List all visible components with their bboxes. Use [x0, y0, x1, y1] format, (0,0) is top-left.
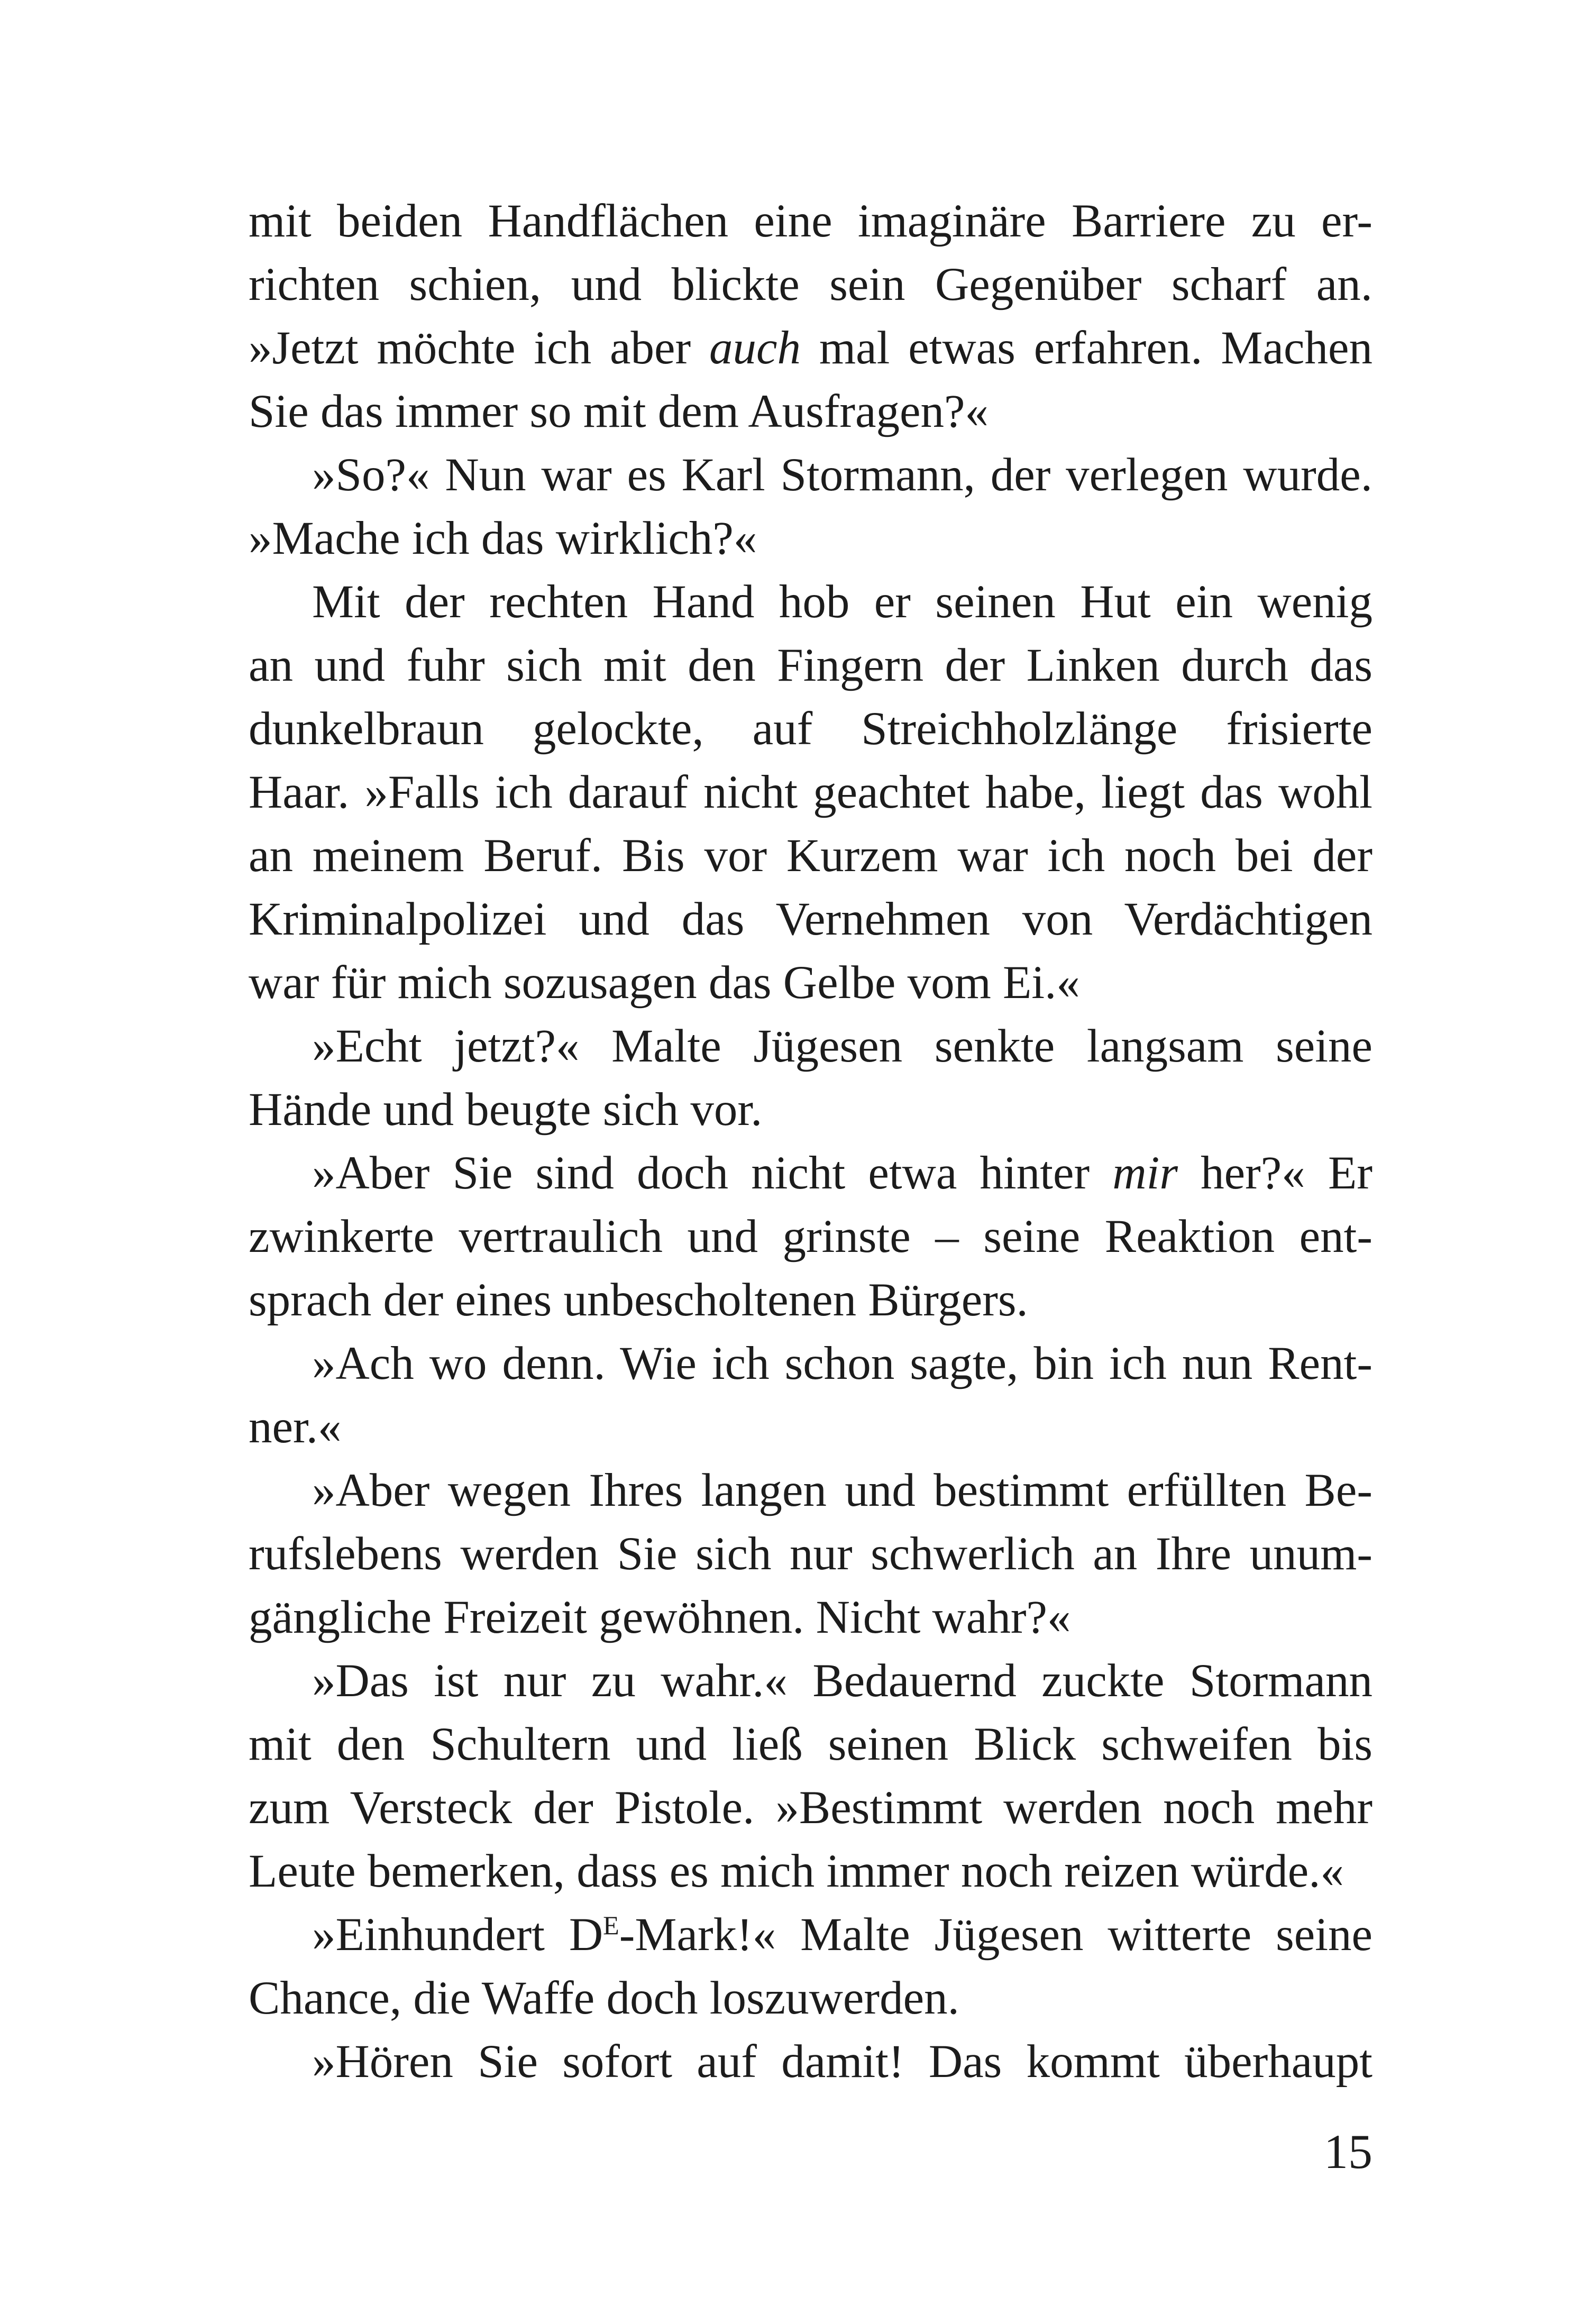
text-line: zum Versteck der Pistole. »Bestimmt werden noch mehr	[249, 1782, 1372, 1834]
text-line: »Das ist nur zu wahr.« Bedauernd zuckte Stormann	[312, 1655, 1372, 1707]
text-line: »Jetzt möchte ich aber auch mal etwas erfahren. Machen	[249, 322, 1372, 374]
text-line: dunkelbraun gelockte, auf Streichholzlänge frisierte	[249, 703, 1372, 755]
text-line: zwinkerte vertraulich und grinste – seine Reaktion ent-	[249, 1211, 1372, 1262]
text-line: ner.«	[249, 1401, 342, 1453]
text-line: gängliche Freizeit gewöhnen. Nicht wahr?«	[249, 1591, 1071, 1643]
text-line: rufslebens werden Sie sich nur schwerlich an Ihre unum-	[249, 1528, 1372, 1580]
text-line: »Aber wegen Ihres langen und bestimmt erfüllten Be-	[312, 1465, 1372, 1516]
page-number: 15	[1324, 2125, 1372, 2179]
text-line: an meinem Beruf. Bis vor Kurzem war ich noch bei der	[249, 830, 1372, 882]
text-line: »Aber Sie sind doch nicht etwa hinter mir her?« Er	[312, 1147, 1372, 1199]
text-line: Haar. »Falls ich darauf nicht geachtet habe, liegt das wohl	[249, 766, 1372, 818]
text-line: war für mich sozusagen das Gelbe vom Ei.«	[249, 957, 1080, 1009]
body-text	[249, 189, 1372, 2093]
text-line: »Ach wo denn. Wie ich schon sagte, bin ich nun Rent-	[312, 1338, 1372, 1389]
text-line: Leute bemerken, dass es mich immer noch reizen würde.«	[249, 1845, 1344, 1897]
text-line: »Mache ich das wirklich?«	[249, 513, 757, 564]
text-line: »Echt jetzt?« Malte Jügesen senkte langsam seine	[312, 1020, 1372, 1072]
text-line: richten schien, und blickte sein Gegenüber scharf an.	[249, 259, 1372, 310]
text-line: Mit der rechten Hand hob er seinen Hut ein wenig	[312, 576, 1372, 628]
superscript-letter: E	[603, 1910, 619, 1940]
emphasized-word: mir	[1112, 1147, 1178, 1199]
text-line: »So?« Nun war es Karl Stormann, der verlegen wurde.	[312, 449, 1372, 501]
text-line: Hände und beugte sich vor.	[249, 1084, 763, 1136]
text-line: »Hören Sie sofort auf damit! Das kommt überhaupt	[312, 2036, 1372, 2088]
emphasized-word: auch	[709, 322, 801, 374]
text-line: Chance, die Waffe doch loszuwerden.	[249, 1972, 959, 2024]
text-line: »Einhundert $D^E-Mark!«$ Malte Jügesen witterte seine	[312, 1909, 1372, 1961]
text-line: sprach der eines unbescholtenen Bürgers.	[249, 1274, 1028, 1326]
text-line: Sie das immer so mit dem Ausfragen?«	[249, 386, 989, 437]
text-line: an und fuhr sich mit den Fingern der Linken durch das	[249, 639, 1372, 691]
text-line: Kriminalpolizei und das Vernehmen von Verdächtigen	[249, 893, 1372, 945]
text-line: mit den Schultern und ließ seinen Blick schweifen bis	[249, 1718, 1372, 1770]
text-line: mit beiden Handflächen eine imaginäre Barriere zu er-	[249, 195, 1372, 247]
